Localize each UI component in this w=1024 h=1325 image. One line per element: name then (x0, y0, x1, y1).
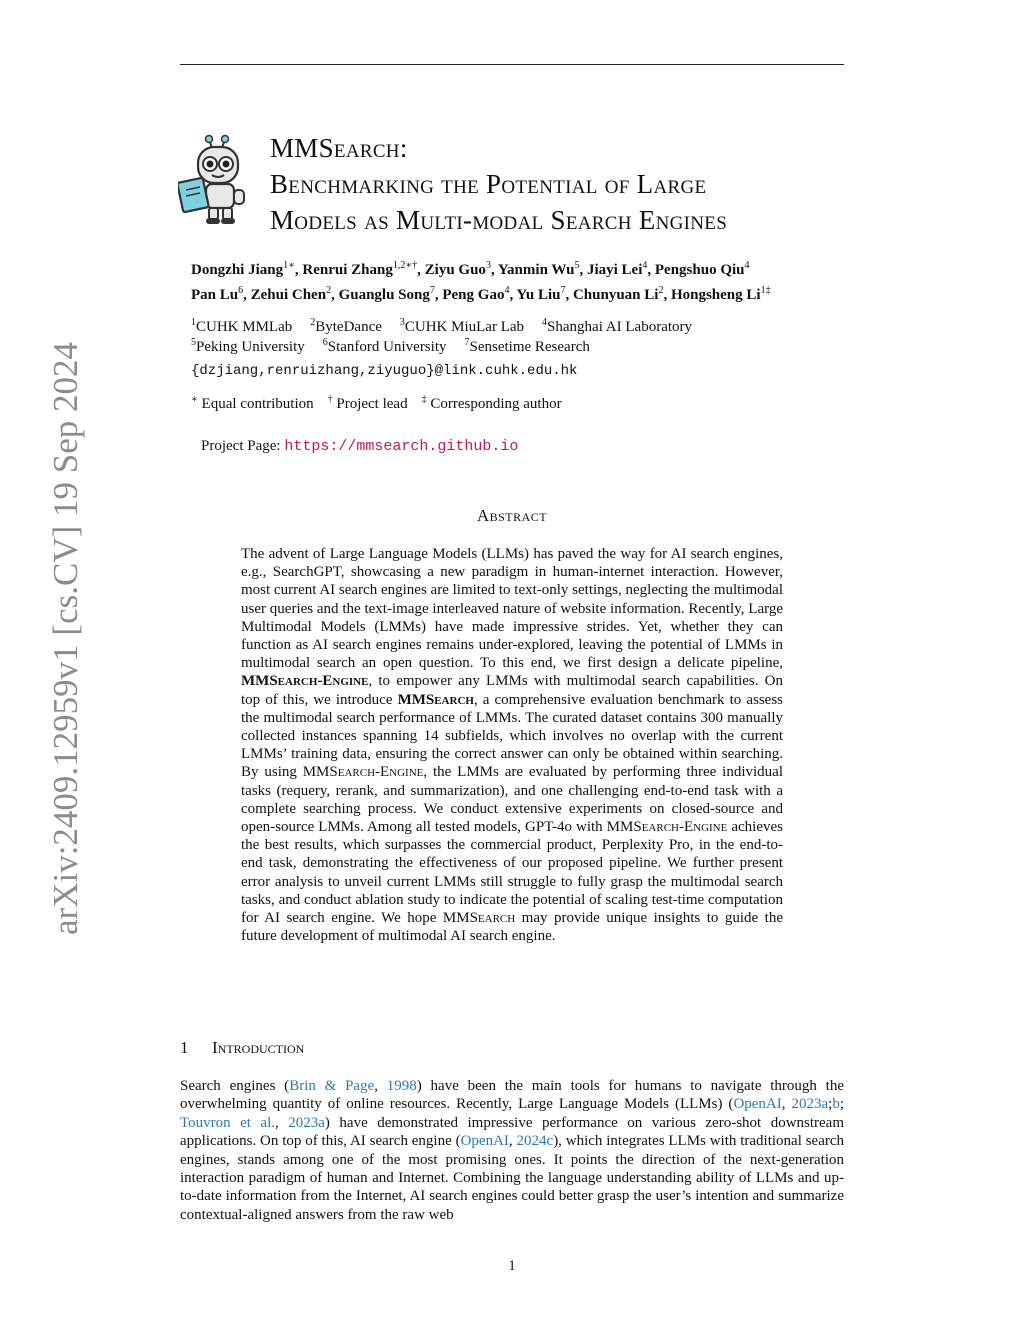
abstract-heading: Abstract (476, 506, 548, 525)
affil-mark: 6 (322, 337, 328, 348)
email-line (191, 360, 692, 381)
author-emails: {dzjiang,renruizhang,ziyuguo}@link.cuhk.edu.hk (191, 363, 578, 379)
intro-text: , (275, 1114, 289, 1131)
citation-link[interactable]: OpenAI (733, 1096, 782, 1113)
affiliations (191, 317, 692, 381)
section-number: 1 (180, 1038, 189, 1057)
abstract-text: , the LMMs are evaluated by performing three individual tasks (requery, rerank, and summarization), and one challenging end-to-end task with a complete searching process. We conduct extensive experiments on closed-source and open-source LMMs. Among all tested models, GPT-4o with (241, 764, 784, 836)
citation-link[interactable]: 1998 (386, 1078, 417, 1094)
project-page-link[interactable]: https://mmsearch.github.io (284, 438, 519, 455)
abstract-text: achieves the best results, which surpasses the commercial product, Perplexity Pro, in the end-to-end task, demonstrating the effectiveness of our proposed pipeline. We further present error analysis to unveil current LMMs still struggle to fully grasp the multimodal search tasks, and conduct ablation study to indicate the potential of scaling test-time computation for AI search engine. We hope (241, 819, 783, 927)
intro-text: , (781, 1096, 792, 1113)
abstract-keyword: MMSearch (442, 910, 516, 927)
author-notes (191, 396, 562, 413)
affiliation: Peking University (196, 339, 305, 355)
citation-link[interactable]: Touvron et al. (180, 1114, 275, 1131)
author: Pan Lu (191, 287, 239, 303)
abstract-keyword: MMSearch-Engine (302, 764, 424, 781)
author-mark: 2 (326, 285, 332, 296)
author: Dongzhi Jiang (191, 262, 284, 278)
intro-text: ) have demonstrated impressive performance on various zero-shot downstream applications. On top of this, AI search engine ( (180, 1114, 845, 1150)
author: Ziyu Guo (424, 262, 486, 278)
author-mark: 5 (574, 260, 580, 271)
abstract-text: may provide unique insights to guide the future development of multimodal AI search engine. (241, 910, 784, 945)
affil-mark: 3 (399, 317, 405, 328)
arxiv-identifier: arXiv:2409.12959v1 [cs.CV] 19 Sep 2024 (46, 341, 85, 935)
affiliation: Sensetime Research (469, 339, 590, 355)
note-mark: ∗ (191, 394, 198, 405)
note-mark: ‡ (421, 394, 427, 405)
project-page-label: Project Page: (201, 438, 285, 454)
intro-text: ; (828, 1096, 833, 1113)
page-number: 1 (508, 1258, 516, 1274)
affil-mark: 1 (191, 317, 196, 328)
citation-link[interactable]: 2023a (791, 1096, 829, 1113)
abstract-keyword: MMSearch-Engine (606, 819, 728, 836)
author-mark: 4 (744, 260, 750, 271)
abstract-text: , to empower any LMMs with multimodal search capabilities. On top of this, we introduce (241, 673, 783, 708)
abstract-keyword: MMSearch-Engine (241, 673, 369, 690)
project-page (201, 438, 518, 455)
intro-text: ), which integrates LLMs with traditional search engines, stands among one of the most promising ones. It points the direction of the next-generation interaction paradigm of human and Internet. Combining the language understanding ability of LLMs and up-to-date information from the Internet, AI search engines could better grasp the user’s intention and summarize contextual-aligned answers from the raw web (180, 1133, 845, 1223)
abstract-text: , a comprehensive evaluation benchmark to assess the multimodal search performance of LMMs. The curated dataset contains 300 manually collected instances spanning 14 subfields, which involves no overlap with the current LMMs’ training data, ensuring the correct answer can only be obtained within searching. By using (241, 691, 783, 781)
author-line-1: Dongzhi Jiang$^{1∗}$, Renrui Zhang$^{1,2∗\dagger}$, Ziyu Guo$^3$, Yanmin Wu$^5$, Jiayi Lei$^4$, Pengshuo Qiu$^4$ (191, 260, 750, 278)
top-rule (180, 64, 844, 65)
note-text: Equal contribution (197, 396, 314, 412)
intro-text: , (508, 1133, 517, 1150)
affiliation: CUHK MMLab (196, 319, 293, 335)
author: Chunyuan Li (572, 287, 659, 303)
author-mark: 7 (560, 285, 566, 296)
abstract-keyword: MMSearch (397, 691, 474, 708)
author-mark: 4 (504, 285, 510, 296)
affiliation: ByteDance (315, 319, 382, 335)
author-mark: 3 (485, 260, 491, 271)
section-heading-introduction (180, 1038, 304, 1058)
intro-text: ) have been the main tools for humans to navigate through the overwhelming quantity of online resources. Recently, Large Language Models (LLMs) ( (180, 1078, 845, 1113)
author: Hongsheng Li (670, 287, 761, 303)
citation-link[interactable]: OpenAI (460, 1133, 509, 1150)
affiliation: Shanghai AI Laboratory (547, 319, 693, 335)
citation-link[interactable]: Brin & Page (289, 1078, 375, 1094)
affil-mark: 7 (464, 337, 470, 348)
note-text: Project lead (332, 396, 408, 412)
citation-link[interactable]: 2024c (516, 1133, 554, 1150)
intro-text: Search engines ( (180, 1078, 290, 1094)
author: Renrui Zhang (302, 262, 393, 278)
author: Guanglu Song (338, 287, 430, 303)
section-title: Introduction (212, 1038, 305, 1057)
robot-logo-icon (178, 134, 256, 226)
author-mark: 1,2∗† (392, 260, 418, 271)
affil-mark: 2 (310, 317, 316, 328)
author-line-2: Pan Lu$^6$, Zehui Chen$^2$, Guanglu Song$^7$, Peng Gao$^4$, Yu Liu$^7$, Chunyuan Li$^2$, Hongsheng $Li^{1\ddagger}$ (191, 285, 771, 303)
citation-link[interactable]: 2023a (288, 1114, 325, 1131)
title-line-3: Models as Multi-modal Search Engines (270, 205, 728, 235)
title-line-1: MMSearch: (270, 133, 408, 163)
author: Jiayi Lei (586, 262, 643, 278)
note-text: Corresponding author (426, 396, 562, 412)
author-mark: 1‡ (760, 285, 771, 296)
affiliation-line-1 (191, 317, 692, 337)
citation-link[interactable]: b (832, 1096, 840, 1113)
author: Zehui Chen (250, 287, 327, 303)
author-mark: 4 (642, 260, 648, 271)
affiliation-line-2 (191, 337, 692, 357)
author-mark: 2 (658, 285, 664, 296)
author: Yanmin Wu (497, 262, 575, 278)
abstract-body (241, 545, 783, 945)
affil-mark: 4 (542, 317, 548, 328)
paper-title (270, 130, 870, 238)
intro-text: ; (839, 1096, 845, 1113)
abstract-text: The advent of Large Language Models (LLMs) has paved the way for AI search engines, e.g., SearchGPT, showcasing a new paradigm in human-internet interaction. However, most current AI search engines are limited to text-only settings, neglecting the multimodal user queries and the text-image interleaved nature of website information. Recently, Large Multimodal Models (LMMs) have made impressive strides. Yet, whether they can function as AI search engines remains under-explored, leaving the potential of LMMs in multimodal search an open question. To this end, we first design a delicate pipeline, (241, 546, 783, 672)
affiliation: CUHK MiuLar Lab (404, 319, 525, 335)
affil-mark: 5 (191, 337, 196, 348)
note-mark: † (327, 394, 333, 405)
affiliation: Stanford University (327, 339, 447, 355)
author-mark: 7 (429, 285, 435, 296)
author: Pengshuo Qiu (654, 262, 745, 278)
author-mark: 6 (238, 285, 244, 296)
author-mark: 1∗ (283, 260, 295, 271)
author: Peng Gao (442, 287, 505, 303)
title-line-2: Benchmarking the Potential of Large (270, 169, 707, 199)
intro-text: , (374, 1078, 387, 1094)
author-list (191, 258, 871, 308)
author: Yu Liu (516, 287, 561, 303)
introduction-body (180, 1077, 844, 1224)
